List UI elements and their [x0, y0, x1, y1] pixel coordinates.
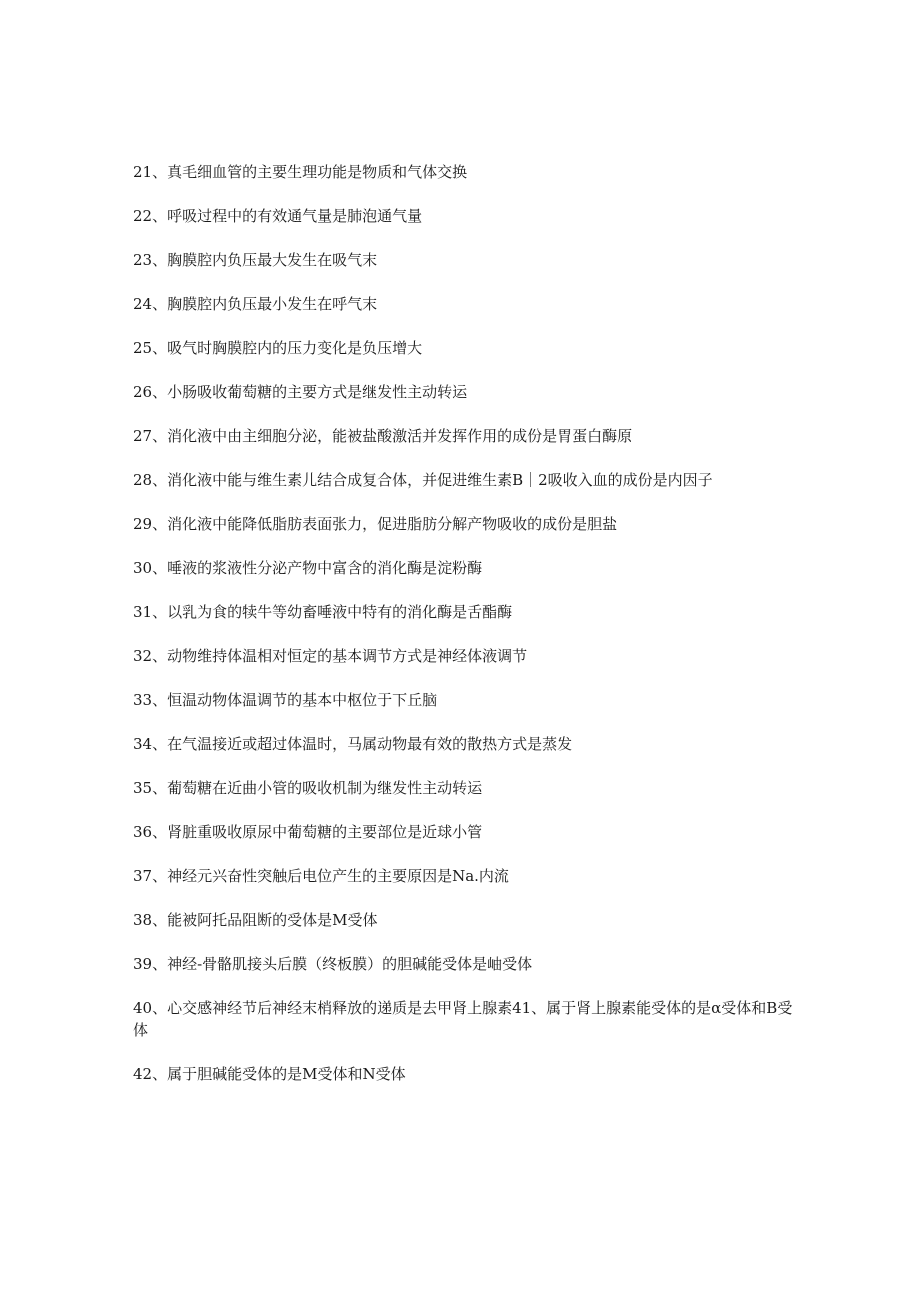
list-item: 24、胸膜腔内负压最小发生在呼气末 [133, 295, 378, 313]
list-item: 30、唾液的浆液性分泌产物中富含的消化酶是淀粉酶 [133, 559, 483, 577]
list-item: 22、呼吸过程中的有效通气量是肺泡通气量 [133, 207, 423, 225]
list-item: 36、肾脏重吸收原尿中葡萄糖的主要部位是近球小管 [133, 823, 483, 841]
list-item: 21、真毛细血管的主要生理功能是物质和气体交换 [133, 163, 468, 181]
list-item: 29、消化液中能降低脂肪表面张力，促进脂肪分解产物吸收的成份是胆盐 [133, 515, 618, 533]
document-body [133, 161, 793, 1107]
list-item: 33、恒温动物体温调节的基本中枢位于下丘脑 [133, 691, 438, 709]
list-item: 31、以乳为食的犊牛等幼畜唾液中特有的消化酶是舌酯酶 [133, 603, 513, 621]
list-item: 32、动物维持体温相对恒定的基本调节方式是神经体液调节 [133, 647, 528, 665]
list-item: 27、消化液中由主细胞分泌，能被盐酸激活并发挥作用的成份是胃蛋白酶原 [133, 427, 633, 445]
list-item: 40、心交感神经节后神经末梢释放的递质是去甲肾上腺素41、属于肾上腺素能受体的是α受体和B受体 [133, 999, 793, 1039]
list-item: 26、小肠吸收葡萄糖的主要方式是继发性主动转运 [133, 383, 468, 401]
list-item: 35、葡萄糖在近曲小管的吸收机制为继发性主动转运 [133, 779, 483, 797]
list-item: 28、消化液中能与维生素儿结合成复合体，并促进维生素B｜2吸收入血的成份是内因子 [133, 471, 713, 489]
list-item: 38、能被阿托品阻断的受体是M受体 [133, 911, 378, 929]
list-item: 42、属于胆碱能受体的是M受体和N受体 [133, 1065, 406, 1083]
list-item: 39、神经-骨骼肌接头后膜（终板膜）的胆碱能受体是岫受体 [133, 955, 533, 973]
list-item: 34、在气温接近或超过体温时，马属动物最有效的散热方式是蒸发 [133, 735, 573, 753]
list-item: 37、神经元兴奋性突触后电位产生的主要原因是Na.内流 [133, 867, 509, 885]
list-item: 25、吸气时胸膜腔内的压力变化是负压增大 [133, 339, 423, 357]
list-item: 23、胸膜腔内负压最大发生在吸气末 [133, 251, 378, 269]
